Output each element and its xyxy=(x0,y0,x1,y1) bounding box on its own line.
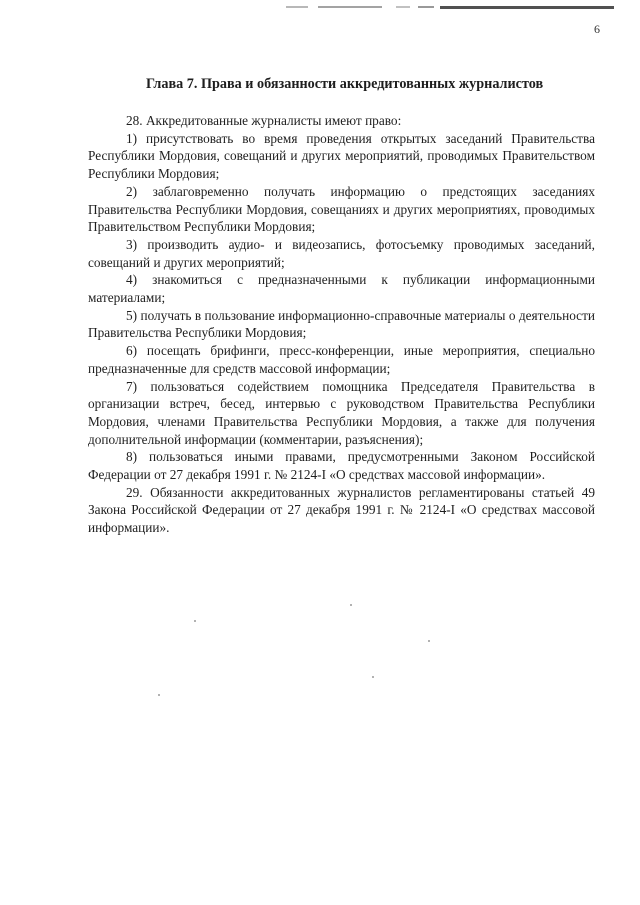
page-number: 6 xyxy=(594,22,600,36)
scan-speck xyxy=(194,620,196,622)
right-item-5: 5) получать в пользование информационно-справочные материалы о деятельности Правительства Республики Мордовия; xyxy=(88,307,595,341)
right-item-3: 3) производить аудио- и видеозапись, фотосъемку проводимых заседаний, совещаний и других мероприятий; xyxy=(88,236,595,270)
scan-speck xyxy=(372,676,374,678)
scan-artifact xyxy=(286,6,308,8)
right-item-4: 4) знакомиться с предназначенными к публикации информационными материалами; xyxy=(88,272,595,306)
scan-artifact xyxy=(440,6,614,9)
right-item-8: 8) пользоваться иными правами, предусмотренными Законом Российской Федерации от 27 декабря 1991 г. № 2124-I «О средствах массовой информации». xyxy=(88,449,595,483)
right-item-2: 2) заблаговременно получать информацию о предстоящих заседаниях Правительства Республики Мордовия, совещаниях и других мероприятиях, проводимых Правительством Республики Мордовия; xyxy=(88,183,595,235)
right-item-1: 1) присутствовать во время проведения открытых заседаний Правительства Республики Мордовия, совещаний и других мероприятий, проводимых Правительством Республики Мордовия; xyxy=(88,130,595,182)
right-item-6: 6) посещать брифинги, пресс-конференции, иные мероприятия, специально предназначенные для средств массовой информации; xyxy=(88,343,595,376)
paragraph-29: 29. Обязанности аккредитованных журналистов регламентированы статьей 49 Закона Российской Федерации от 27 декабря 1991 г. № 2124-I «О средствах массовой информации». xyxy=(88,484,595,536)
paragraph-28-intro: 28. Аккредитованные журналисты имеют право: xyxy=(126,113,402,128)
scan-artifact xyxy=(396,6,410,8)
scan-speck xyxy=(428,640,430,642)
right-item-7: 7) пользоваться содействием помощника Председателя Правительства в организации встреч, бесед, интервью с руководством Правительства Республики Мордовия, членами Правительства Республики Мордовия, а также для получения дополнительной информации (комментарии, разъяснения); xyxy=(88,378,595,447)
scan-artifact xyxy=(418,6,434,8)
scan-artifact xyxy=(318,6,382,8)
chapter-title: Глава 7. Права и обязанности аккредитованных журналистов xyxy=(146,76,544,92)
scan-speck xyxy=(350,604,352,606)
document-body xyxy=(88,112,595,537)
scan-speck xyxy=(158,694,160,696)
